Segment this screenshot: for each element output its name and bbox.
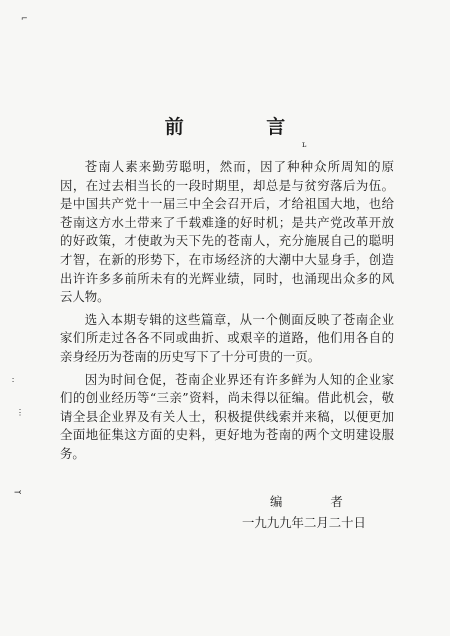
scan-mark: ⌐	[21, 14, 28, 23]
scan-mark: ⤙	[14, 488, 22, 498]
signature-date: 一九九九年二月二十日	[242, 515, 366, 530]
page-title: 前 言	[164, 116, 324, 138]
signature: 编 者	[270, 494, 365, 509]
scan-mark: ʟ	[302, 140, 307, 149]
scan-mark: ∶	[12, 376, 15, 385]
paragraph: 因为时间仓促，苍南企业界还有许多鲜为人知的企业家们的创业经历等“三亲”资料，尚未得以征编。借此机会，敬请全县企业界及有关人士，积极提供线索并来稿，以便更加全面地征集这方面的史料，更好地为苍南的两个文明建设服务。	[60, 371, 394, 461]
paragraph: 选入本期专辑的这些篇章，从一个侧面反映了苍南企业家们所走过各各不同或曲折、或艰辛的道路，他们用各自的亲身经历为苍南的历史写下了十分可贵的一页。	[60, 311, 394, 364]
scan-mark: ⋮	[16, 408, 24, 417]
paragraph: 苍南人素来勤劳聪明，然而，因了种种众所周知的原因，在过去相当长的一段时期里，却总是与贫穷落后为伍。是中国共产党十一届三中全会召开后，才给祖国大地，也给苍南这方水土带来了千载难逢的好时机；是共产党改革开放的好政策，才使敢为天下先的苍南人，充分施展自己的聪明才智，在新的形势下，在市场经济的大潮中大显身手，创造出许许多多前所未有的光辉业绩，同时，也涌现出众多的风云人物。	[60, 159, 394, 305]
body-text	[60, 158, 394, 468]
